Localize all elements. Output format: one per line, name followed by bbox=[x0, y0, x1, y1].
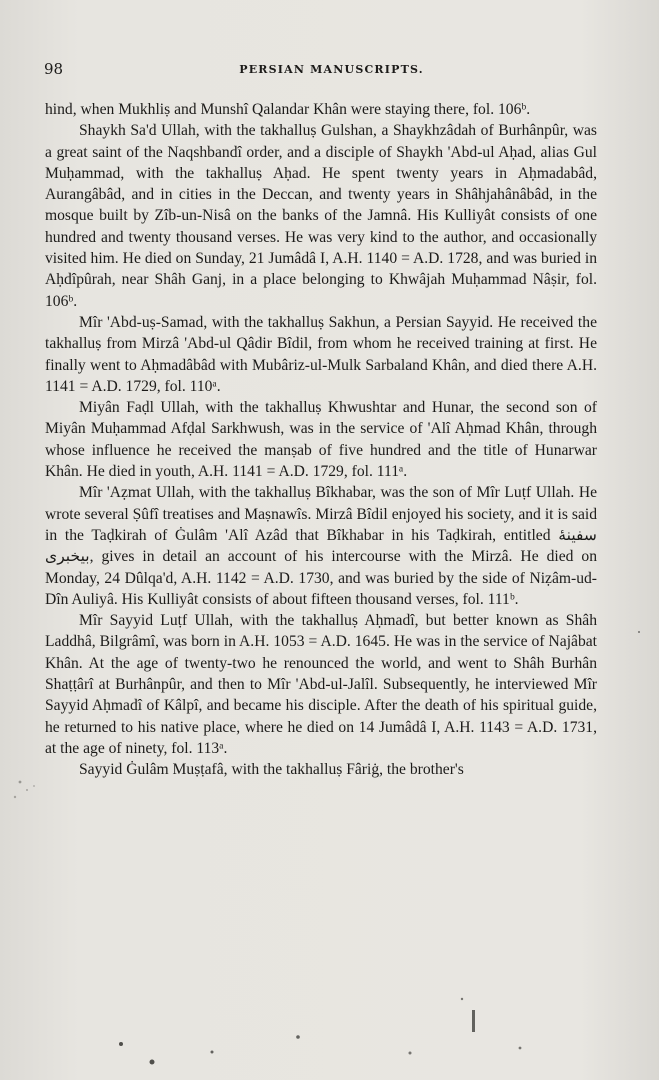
page-header bbox=[44, 60, 619, 84]
paragraph-gulshan: Shaykh Sa'd Ullah, with the takhalluṣ Gulshan, a Shaykhzâdah of Burhânpûr, was a great saint of the Naqshbandî order, and a disciple of Shaykh 'Abd-ul Aḥad, alias Gul Muḥammad, with the takhalluṣ Aḥad. He spent twenty years in Aḥmadabâd, Aurangâbâd, and in cities in the Deccan, and twenty years in Shâhjahânâbâd, in the mosque built by Zîb-un-Nisâ on the banks of the Jamnâ. His Kulliyât consists of one hundred and twenty thousand verses. He was very kind to the author, and occasionally visited him. He died on Sunday, 21 Jumâdâ I, A.H. 1140 = A.D. 1728, and was buried in Aḥdîpûrah, near Shâh Ganj, in a place belonging to Khwâjah Muḥammad Nâṣir, fol. 106ᵇ. bbox=[45, 122, 597, 310]
paragraph-bikhabar: Mîr 'Aẓmat Ullah, with the takhalluṣ Bîkhabar, was the son of Mîr Luṭf Ullah. He wrote several Ṣûfî treatises and Maṣnawîs. Mirzâ Bîdil enjoyed his society, and it is said in the Taḍkirah of Ġulâm 'Alî Azâd that Bîkhabar in his Taḍkirah, entitled سفينهٔ بيخبرى, gives in detail an account of his intercourse with the Mirzâ. He died on Monday, 24 Dûlqa'd, A.H. 1142 = A.D. 1730, and was buried by the side of Niẓâm-ud-Dîn Auliyâ. His Kulliyât consists of about fifteen thousand verses, fol. 111ᵇ. bbox=[45, 484, 597, 608]
paragraph-sakhun: Mîr 'Abd-uṣ-Samad, with the takhalluṣ Sakhun, a Persian Sayyid. He received the takhalluṣ from Mirzâ 'Abd-ul Qâdir Bîdil, from whom he received training at first. He finally went to Aḥmadâbâd with Mubâriz-ul-Mulk Sarbaland Khân, and died there A.H. 1141 = A.D. 1729, fol. 110ᵃ. bbox=[45, 313, 597, 395]
paragraph-farigh: Sayyid Ġulâm Muṣṭafâ, with the takhalluṣ Fâriġ, the brother's bbox=[79, 761, 464, 779]
page-number: 98 bbox=[44, 60, 64, 78]
paragraph-khwushtar: Miyân Faḍl Ullah, with the takhalluṣ Khwushtar and Hunar, the second son of Miyân Muḥammad Afḍal Sarkhwush, was in the service of 'Alî Aḥmad Khân, through whose influence he received the manṣab of five hundred and the title of Hunarwar Khân. He died in youth, A.H. 1141 = A.D. 1729, fol. 111ᵃ. bbox=[45, 399, 597, 481]
running-title: PERSIAN MANUSCRIPTS. bbox=[239, 63, 424, 76]
paragraph-ahmadi: Mîr Sayyid Luṭf Ullah, with the takhalluṣ Aḥmadî, but better known as Shâh Laddhâ, Bilgrâmî, was born in A.H. 1053 = A.D. 1645. He was in the service of Najâbat Khân. At the age of twenty-two he renounced the world, and went to Shâh Burhân Shaṭṭârî at Burhânpûr, and then to Mîr 'Abd-ul-Jalîl. Subsequently, he interviewed Mîr Sayyid Aḥmadî of Kâlpî, and became his disciple. After the death of his spiritual guide, he returned to his native place, where he died on 14 Jumâdâ I, A.H. 1143 = A.D. 1731, at the age of ninety, fol. 113ᵃ. bbox=[45, 612, 597, 757]
paragraph-continuation: hind, when Mukhliṣ and Munshî Qalandar Khân were staying there, fol. 106ᵇ. bbox=[45, 101, 531, 118]
page-body bbox=[45, 99, 597, 781]
